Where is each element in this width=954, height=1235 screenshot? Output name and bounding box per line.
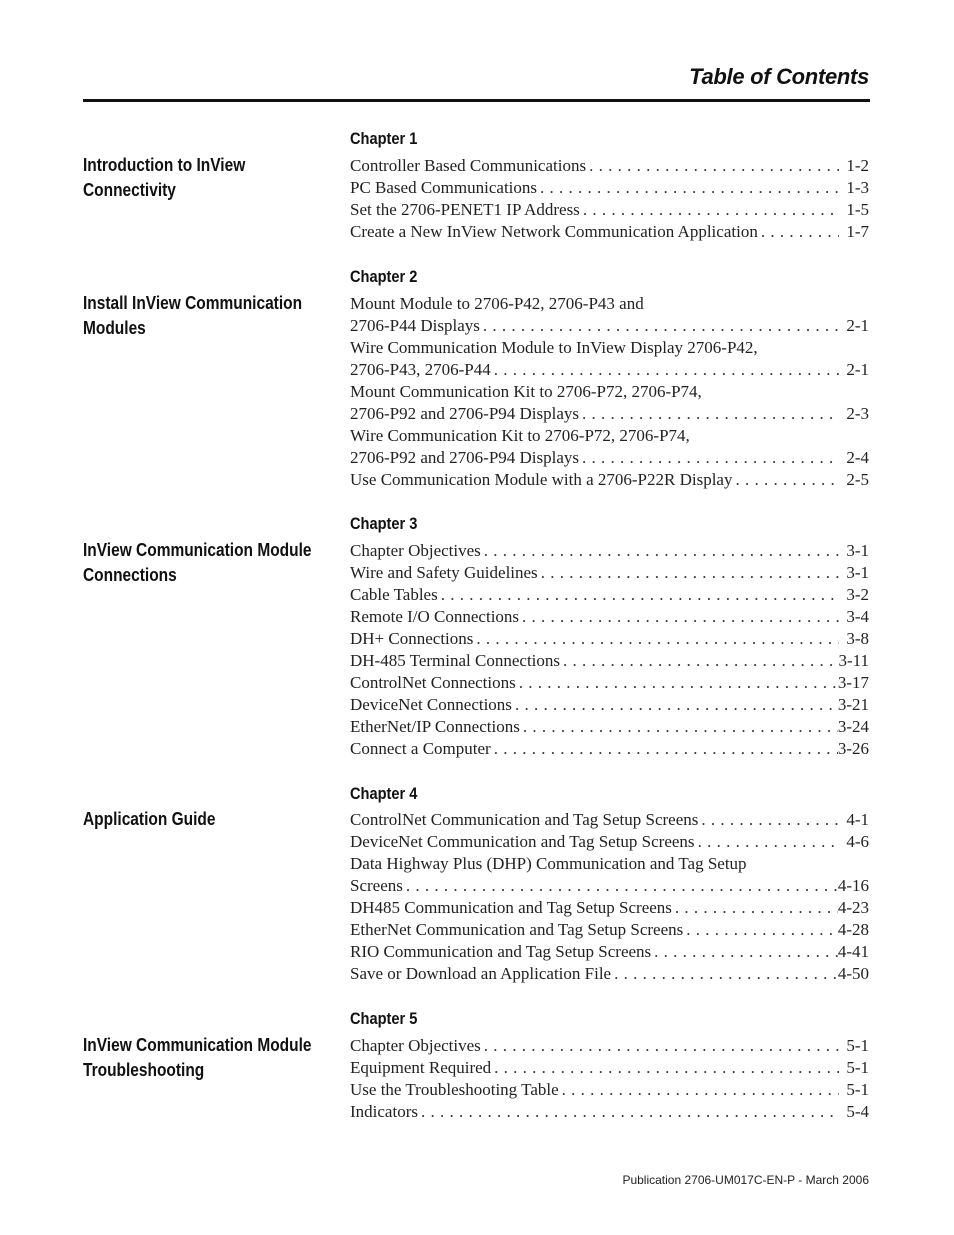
toc-entry[interactable]: [350, 628, 869, 650]
toc-entry-title-line[interactable]: Mount Module to 2706-P42, 2706-P43 and: [350, 294, 644, 313]
toc-entry[interactable]: [350, 447, 869, 469]
toc-entry-title: Wire and Safety Guidelines: [350, 563, 538, 582]
toc-entry-title-line[interactable]: Mount Communication Kit to 2706-P72, 2706-P74,: [350, 382, 702, 401]
toc-entry-page: 3-26: [837, 739, 869, 758]
toc-entry[interactable]: [350, 606, 869, 628]
toc-entry[interactable]: [350, 469, 869, 491]
toc-entry-title: 2706-P43, 2706-P44: [350, 360, 491, 379]
chapter-entry-list: [350, 809, 869, 985]
toc-entry-title: DH+ Connections: [350, 629, 474, 648]
toc-entry[interactable]: [350, 963, 869, 985]
dot-leader: [438, 584, 839, 606]
toc-entry-title-line[interactable]: Data Highway Plus (DHP) Communication and Tag Setup: [350, 854, 747, 873]
dot-leader: [586, 155, 839, 177]
toc-entry-page: 3-11: [838, 651, 869, 670]
chapter-entry-list: [350, 293, 869, 491]
toc-entry-page: 3-1: [846, 563, 869, 582]
dot-leader: [481, 540, 839, 562]
dot-leader: [516, 672, 838, 694]
toc-entry[interactable]: [350, 359, 869, 381]
chapter-name[interactable]: InView Communication Module Troubleshooting: [83, 1035, 312, 1080]
toc-entry-title: Chapter Objectives: [350, 541, 481, 560]
toc-entry[interactable]: [350, 584, 869, 606]
dot-leader: [537, 177, 839, 199]
toc-entry-title: RIO Communication and Tag Setup Screens: [350, 942, 652, 961]
toc-entry[interactable]: [350, 941, 869, 963]
toc-entry-title: DH485 Communication and Tag Setup Screens: [350, 898, 672, 917]
toc-entry-page: 5-1: [846, 1080, 869, 1099]
toc-entry-page: 2-1: [846, 360, 869, 379]
toc-entry[interactable]: [350, 315, 869, 337]
toc-entry-title: Connect a Computer: [350, 739, 491, 758]
chapter-name[interactable]: Application Guide: [83, 809, 216, 829]
toc-entry-page: 5-1: [846, 1058, 869, 1077]
toc-entry-title: EtherNet/IP Connections: [350, 717, 520, 736]
dot-leader: [512, 694, 838, 716]
toc-entry[interactable]: [350, 694, 869, 716]
chapter-label: Chapter 4: [350, 784, 418, 803]
toc-entry-title: Use the Troubleshooting Table: [350, 1080, 559, 1099]
toc-entry[interactable]: [350, 1035, 869, 1057]
toc-entry-title: Equipment Required: [350, 1058, 492, 1077]
dot-leader: [695, 831, 839, 853]
toc-entry-title: Set the 2706-PENET1 IP Address: [350, 200, 580, 219]
toc-entry-page: 3-2: [846, 585, 869, 604]
title-divider: [83, 99, 870, 102]
dot-leader: [580, 199, 839, 221]
chapter-name[interactable]: InView Communication Module Connections: [83, 540, 312, 585]
toc-entry-page: 4-6: [846, 832, 869, 851]
toc-entry-page: 1-7: [846, 222, 869, 241]
dot-leader: [520, 716, 838, 738]
toc-entry[interactable]: [350, 562, 869, 584]
toc-entry[interactable]: [350, 716, 869, 738]
toc-entry[interactable]: [350, 540, 869, 562]
dot-leader: [611, 963, 838, 985]
toc-entry-page: 2-3: [846, 404, 869, 423]
toc-entry-page: 1-3: [846, 178, 869, 197]
dot-leader: [579, 447, 839, 469]
toc-entry[interactable]: [350, 919, 869, 941]
toc-entry-title: EtherNet Communication and Tag Setup Screens: [350, 920, 684, 939]
chapter-entry-list: [350, 155, 869, 243]
toc-entry[interactable]: [350, 155, 869, 177]
toc-entry[interactable]: [350, 1079, 869, 1101]
toc-entry-title: Create a New InView Network Communication Application: [350, 222, 758, 241]
toc-entry-page: 2-1: [846, 316, 869, 335]
dot-leader: [473, 628, 839, 650]
toc-entry-page: 1-5: [846, 200, 869, 219]
toc-entry-title: Indicators: [350, 1102, 418, 1121]
toc-entry-page: 4-1: [846, 810, 869, 829]
publication-footer: Publication 2706-UM017C-EN-P - March 2006: [622, 1173, 869, 1187]
dot-leader: [403, 875, 838, 897]
toc-entry-title: Cable Tables: [350, 585, 438, 604]
dot-leader: [651, 941, 838, 963]
chapter-label: Chapter 2: [350, 267, 418, 286]
toc-entry-page: 5-1: [846, 1036, 869, 1055]
toc-entry-page: 2-4: [846, 448, 869, 467]
toc-entry-title: Controller Based Communications: [350, 156, 587, 175]
toc-entry[interactable]: [350, 199, 869, 221]
chapter-entry-list: [350, 1035, 869, 1123]
toc-entry-title: PC Based Communications: [350, 178, 537, 197]
toc-entry-title: DeviceNet Communication and Tag Setup Screens: [350, 832, 695, 851]
dot-leader: [560, 650, 838, 672]
chapter-label: Chapter 3: [350, 514, 418, 533]
toc-entry-title: 2706-P44 Displays: [350, 316, 480, 335]
chapter-entry-list: [350, 540, 869, 760]
toc-entry-title: Screens: [350, 876, 403, 895]
toc-entry[interactable]: [350, 831, 869, 853]
toc-entry-page: 3-1: [846, 541, 869, 560]
dot-leader: [698, 809, 839, 831]
page-title: Table of Contents: [689, 64, 869, 89]
toc-entry-page: 4-16: [837, 876, 869, 895]
toc-entry-title-line[interactable]: Wire Communication Module to InView Display 2706-P42,: [350, 338, 758, 357]
dot-leader: [538, 562, 839, 584]
dot-leader: [732, 469, 839, 491]
toc-entry-page: 3-8: [846, 629, 869, 648]
dot-leader: [683, 919, 838, 941]
chapter-label: Chapter 1: [350, 129, 418, 148]
dot-leader: [559, 1079, 839, 1101]
toc-entry-page: 2-5: [846, 470, 869, 489]
toc-entry-page: 4-23: [837, 898, 869, 917]
chapter-label: Chapter 5: [350, 1009, 418, 1028]
dot-leader: [672, 897, 838, 919]
toc-entry-page: 4-41: [837, 942, 869, 961]
toc-entry-page: 5-4: [846, 1102, 869, 1121]
dot-leader: [491, 359, 839, 381]
dot-leader: [519, 606, 839, 628]
toc-entry[interactable]: [350, 875, 869, 897]
toc-entry[interactable]: [350, 809, 869, 831]
dot-leader: [491, 738, 838, 760]
toc-entry[interactable]: [350, 1101, 869, 1123]
toc-entry-title: ControlNet Connections: [350, 673, 516, 692]
toc-entry-page: 3-4: [846, 607, 869, 626]
toc-entry[interactable]: [350, 650, 869, 672]
toc-entry-title: Save or Download an Application File: [350, 964, 612, 983]
toc-entry-page: 3-24: [837, 717, 869, 736]
toc-entry[interactable]: [350, 177, 869, 199]
toc-entry-page: 4-50: [837, 964, 869, 983]
toc-entry-title: DeviceNet Connections: [350, 695, 512, 714]
toc-entry-title: 2706-P92 and 2706-P94 Displays: [350, 448, 580, 467]
chapter-name[interactable]: Install InView Communication Modules: [83, 293, 303, 338]
dot-leader: [758, 221, 839, 243]
toc-entry[interactable]: [350, 403, 869, 425]
toc-entry[interactable]: [350, 897, 869, 919]
dot-leader: [481, 1035, 839, 1057]
toc-entry[interactable]: [350, 738, 869, 760]
toc-entry-page: 1-2: [846, 156, 869, 175]
toc-entry-page: 4-28: [837, 920, 869, 939]
toc-entry-title-line[interactable]: Wire Communication Kit to 2706-P72, 2706-P74,: [350, 426, 690, 445]
dot-leader: [418, 1101, 839, 1123]
toc-entry-title: DH-485 Terminal Connections: [350, 651, 561, 670]
toc-entry[interactable]: [350, 672, 869, 694]
toc-entry-page: 3-21: [837, 695, 869, 714]
dot-leader: [491, 1057, 839, 1079]
toc-entry-title: Chapter Objectives: [350, 1036, 481, 1055]
toc-entry-page: 3-17: [837, 673, 869, 692]
toc-entry-title: ControlNet Communication and Tag Setup Screens: [350, 810, 699, 829]
toc-entry-title: 2706-P92 and 2706-P94 Displays: [350, 404, 580, 423]
toc-entry[interactable]: [350, 1057, 869, 1079]
chapter-name[interactable]: Introduction to InView Connectivity: [83, 155, 246, 200]
dot-leader: [480, 315, 839, 337]
toc-entry[interactable]: [350, 221, 869, 243]
toc-entry-title: Remote I/O Connections: [350, 607, 520, 626]
dot-leader: [579, 403, 839, 425]
toc-entry-title: Use Communication Module with a 2706-P22R Display: [350, 470, 733, 489]
